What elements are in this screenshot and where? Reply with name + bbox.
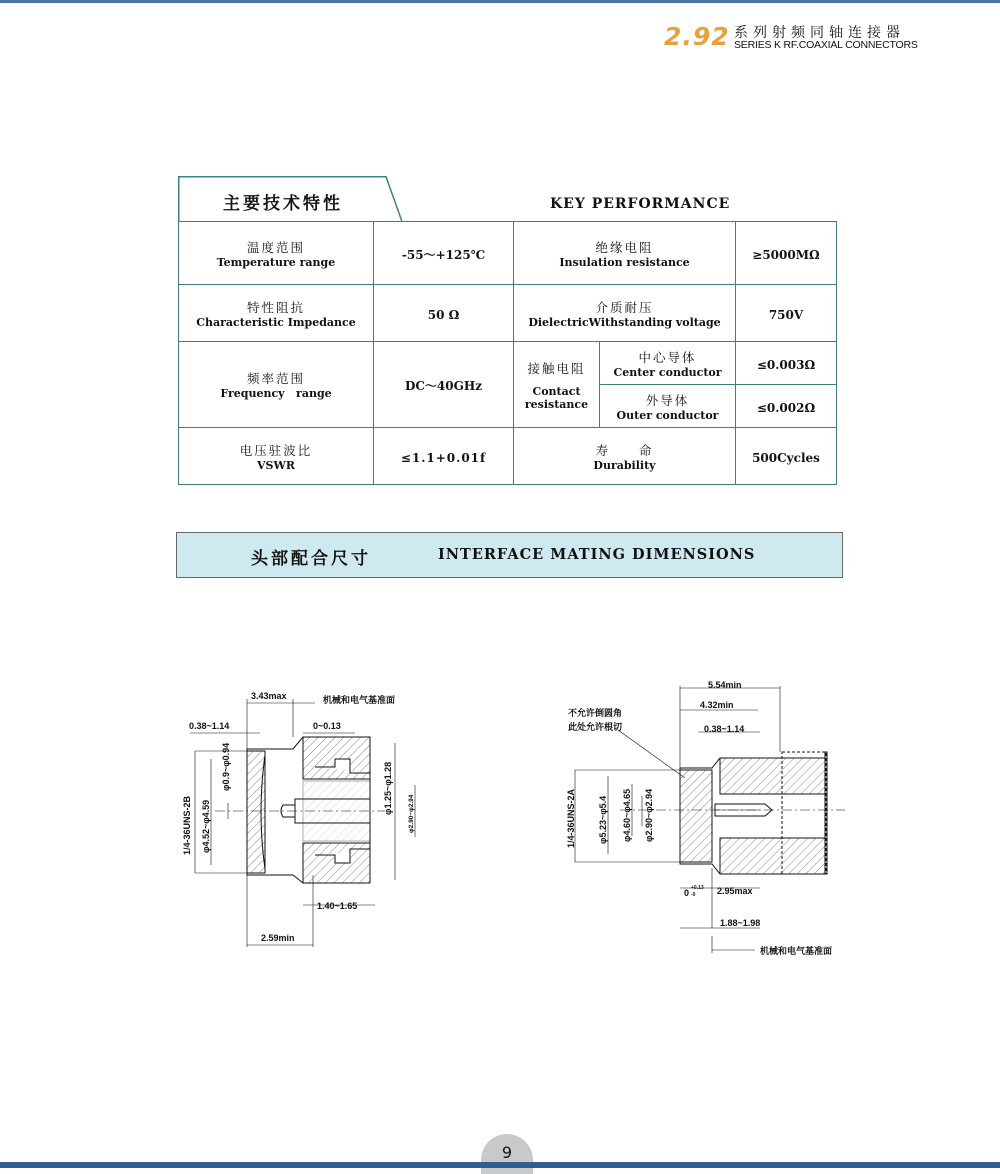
param-cell: 中心导体 Center conductor (600, 342, 736, 385)
param-cell: 电压驻波比 VSWR (179, 428, 374, 485)
dim-label: 此处允许根切 (568, 722, 623, 732)
dim-label: 0.38~1.14 (704, 724, 745, 734)
param-cell: 频率范围 Frequency range (179, 342, 374, 428)
value-cell: ≤0.002Ω (736, 385, 837, 428)
param-cell: 接触电阻 Contact resistance (514, 342, 600, 428)
param-cell: 绝缘电阻 Insulation resistance (514, 222, 736, 285)
dim-label: 2.95max (717, 886, 753, 896)
value-cell: 500Cycles (736, 428, 837, 485)
dim-label: 机械和电气基准面 (760, 946, 833, 956)
dim-label: +0.13 (691, 885, 704, 891)
top-rule (0, 0, 1000, 3)
dim-label: -0 (691, 892, 696, 898)
key-performance-table (178, 221, 837, 485)
dim-label: 0.38~1.14 (189, 721, 230, 731)
param-cell: 温度范围 Temperature range (179, 222, 374, 285)
dim-label: 1/4-36UNS-2B (182, 795, 192, 855)
dim-label: 1.40~1.65 (317, 901, 358, 911)
value-cell: ≤1.1+0.01f (374, 428, 514, 485)
page-number-tab (481, 1134, 533, 1174)
dim-label: 2.59min (261, 933, 295, 943)
dim-label: 机械和电气基准面 (323, 695, 396, 705)
table-row (179, 285, 837, 342)
interface-banner (176, 532, 843, 578)
series-title-en: SERIES K RF.COAXIAL CONNECTORS (734, 39, 918, 51)
param-cell: 外导体 Outer conductor (600, 385, 736, 428)
male-interface-drawing (560, 678, 860, 967)
value-cell: 50 Ω (374, 285, 514, 342)
param-cell: 特性阻抗 Characteristic Impedance (179, 285, 374, 342)
series-title-cn: 系列射频同轴连接器 (734, 25, 905, 41)
value-cell: ≤0.003Ω (736, 342, 837, 385)
dim-label: 5.54min (708, 680, 742, 690)
value-cell: ≥5000MΩ (736, 222, 837, 285)
table-row (179, 342, 837, 385)
dim-label: 1/4-36UNS-2A (566, 788, 576, 848)
dim-label: φ0.9~φ0.94 (221, 742, 231, 791)
table-row (179, 428, 837, 485)
dim-label: 不允许倒圆角 (568, 708, 623, 718)
key-performance-tab (178, 176, 403, 222)
value-cell: DC～40GHz (374, 342, 514, 428)
key-performance-title-cn: 主要技术特性 (223, 194, 343, 214)
dim-label: φ4.60~φ4.65 (622, 788, 632, 842)
dim-label: φ2.90~φ2.94 (408, 794, 415, 833)
table-row (179, 222, 837, 285)
interface-title-en: INTERFACE MATING DIMENSIONS (438, 546, 756, 563)
dim-label: 3.43max (251, 691, 287, 701)
key-performance-title-en: KEY PERFORMANCE (550, 196, 731, 212)
value-cell: -55～+125℃ (374, 222, 514, 285)
dim-label: φ4.52~φ4.59 (201, 799, 211, 853)
dim-label: 4.32min (700, 700, 734, 710)
dim-label: 1.88~1.98 (720, 918, 761, 928)
value-cell: 750V (736, 285, 837, 342)
page-number: 9 (501, 1143, 513, 1162)
dim-label: 0~0.13 (313, 721, 341, 731)
dim-label: φ2.90~φ2.94 (644, 788, 654, 842)
dim-label: 0 (684, 888, 690, 898)
female-interface-drawing (175, 685, 435, 959)
dim-label: φ1.25~φ1.28 (383, 761, 393, 815)
series-number: 2.92 (664, 22, 730, 51)
param-cell: 寿 命 Durability (514, 428, 736, 485)
interface-title-cn: 头部配合尺寸 (251, 549, 371, 569)
param-cell: 介质耐压 DielectricWithstanding voltage (514, 285, 736, 342)
dim-label: φ5.23~φ5.4 (598, 795, 608, 844)
bottom-rule (0, 1162, 1000, 1168)
